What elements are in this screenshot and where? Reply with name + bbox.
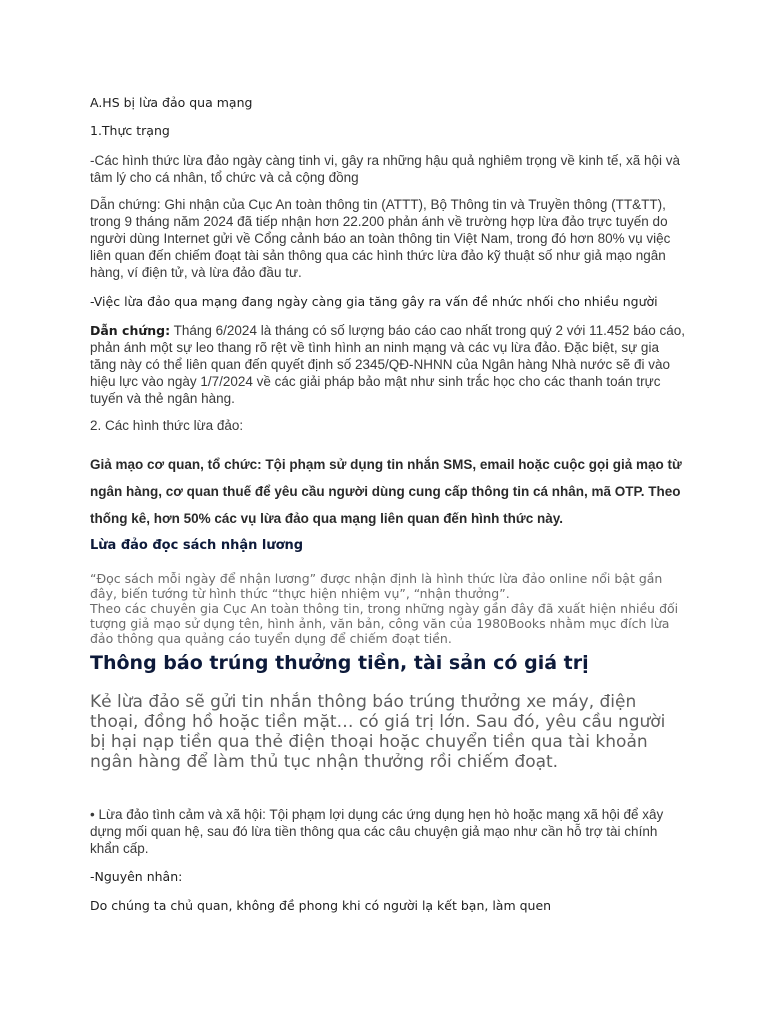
- paragraph-impersonation: Giả mạo cơ quan, tổ chức: Tội phạm sử dụng tin nhắn SMS, email hoặc cuộc gọi giả mạo từ ngân hàng, cơ quan thuế để yêu cầu người dùng cung cấp thông tin cá nhân, mã OTP. Theo thống kê, hơn 50% các vụ lừa đảo qua mạng liên quan đến hình thức này.: [90, 457, 682, 526]
- evidence-body: Tháng 6/2024 là tháng có số lượng báo cáo cao nhất trong quý 2 với 11.452 báo cáo, phản ánh một sự leo thang rõ rệt về tình hình an ninh mạng và các vụ lừa đảo. Đặc biệt, sự gia tăng này có thể liên quan đến quyết định số 2345/QĐ-NHNN của Ngân hàng Nhà nước sẽ đi vào hiệu lực vào ngày 1/7/2024 về các giải pháp bảo mật như sinh trắc học cho các thanh toán trực tuyến và thẻ ngân hàng.: [90, 323, 685, 406]
- paragraph-evidence-1: Dẫn chứng: Ghi nhận của Cục An toàn thông tin (ATTT), Bộ Thông tin và Truyền thông (TT&TT), trong 9 tháng năm 2024 đã tiếp nhận hơn 22.200 phản ánh về trường hợp lừa đảo trực tuyến do người dùng Internet gửi về Cổng cảnh báo an toàn thông tin Việt Nam, trong đó hơn 80% vụ việc liên quan đến chiếm đoạt tài sản thông qua các hình thức lừa đảo kỹ thuật số như giả mạo ngân hàng, ví điện tử, và lừa đảo đầu tư.: [90, 197, 671, 280]
- paragraph-increase: -Việc lừa đảo qua mạng đang ngày càng gia tăng gây ra vấn đề nhức nhối cho nhiều người: [90, 294, 658, 309]
- subheading-situation: 1.Thực trạng: [90, 123, 170, 138]
- paragraph-causes: Do chúng ta chủ quan, không đề phong khi có người lạ kết bạn, làm quen: [90, 898, 552, 913]
- paragraph-reading-scam-1: “Đọc sách mỗi ngày để nhận lương” được nhận định là hình thức lừa đảo online nổi bật gần đây, biến tướng từ hình thức “thực hiện nhiệm vụ”, “nhận thưởng”.: [90, 571, 663, 601]
- paragraph-evidence-2: [90, 322, 686, 407]
- paragraph-intro: -Các hình thức lừa đảo ngày càng tinh vi, gây ra những hậu quả nghiêm trọng về kinh tế, xã hội và tâm lý cho cá nhân, tổ chức và cả cộng đồng: [90, 153, 680, 185]
- section-heading: A.HS bị lừa đảo qua mạng: [90, 95, 253, 110]
- subheading-reading-scam: Lừa đảo đọc sách nhận lương: [90, 538, 304, 553]
- paragraph-reading-scam-2: Theo các chuyên gia Cục An toàn thông tin, trong những ngày gần đây đã xuất hiện nhiều đối tượng giả mạo sử dụng tên, hình ảnh, văn bản, công văn của 1980Books nhằm mục đích lừa đảo thông qua quảng cáo tuyển dụng để chiếm đoạt tiền.: [90, 601, 679, 646]
- paragraph-prize-scam: Kẻ lừa đảo sẽ gửi tin nhắn thông báo trúng thưởng xe máy, điện thoại, đồng hồ hoặc tiền mặt… có giá trị lớn. Sau đó, yêu cầu người bị hại nạp tiền qua thẻ điện thoại hoặc chuyển tiền qua tài khoản ngân hàng để làm thủ tục nhận thưởng rồi chiếm đoạt.: [90, 692, 666, 772]
- paragraph-romance-scam: • Lừa đảo tình cảm và xã hội: Tội phạm lợi dụng các ứng dụng hẹn hò hoặc mạng xã hội để xây dựng mối quan hệ, sau đó lừa tiền thông qua các câu chuyện giả mạo như cần hỗ trợ tài chính khẩn cấp.: [90, 807, 664, 856]
- subheading-causes: -Nguyên nhân:: [90, 869, 183, 884]
- subheading-forms: 2. Các hình thức lừa đảo:: [90, 418, 244, 433]
- evidence-label: Dẫn chứng:: [90, 323, 171, 338]
- subheading-prize-scam: Thông báo trúng thưởng tiền, tài sản có giá trị: [90, 652, 589, 674]
